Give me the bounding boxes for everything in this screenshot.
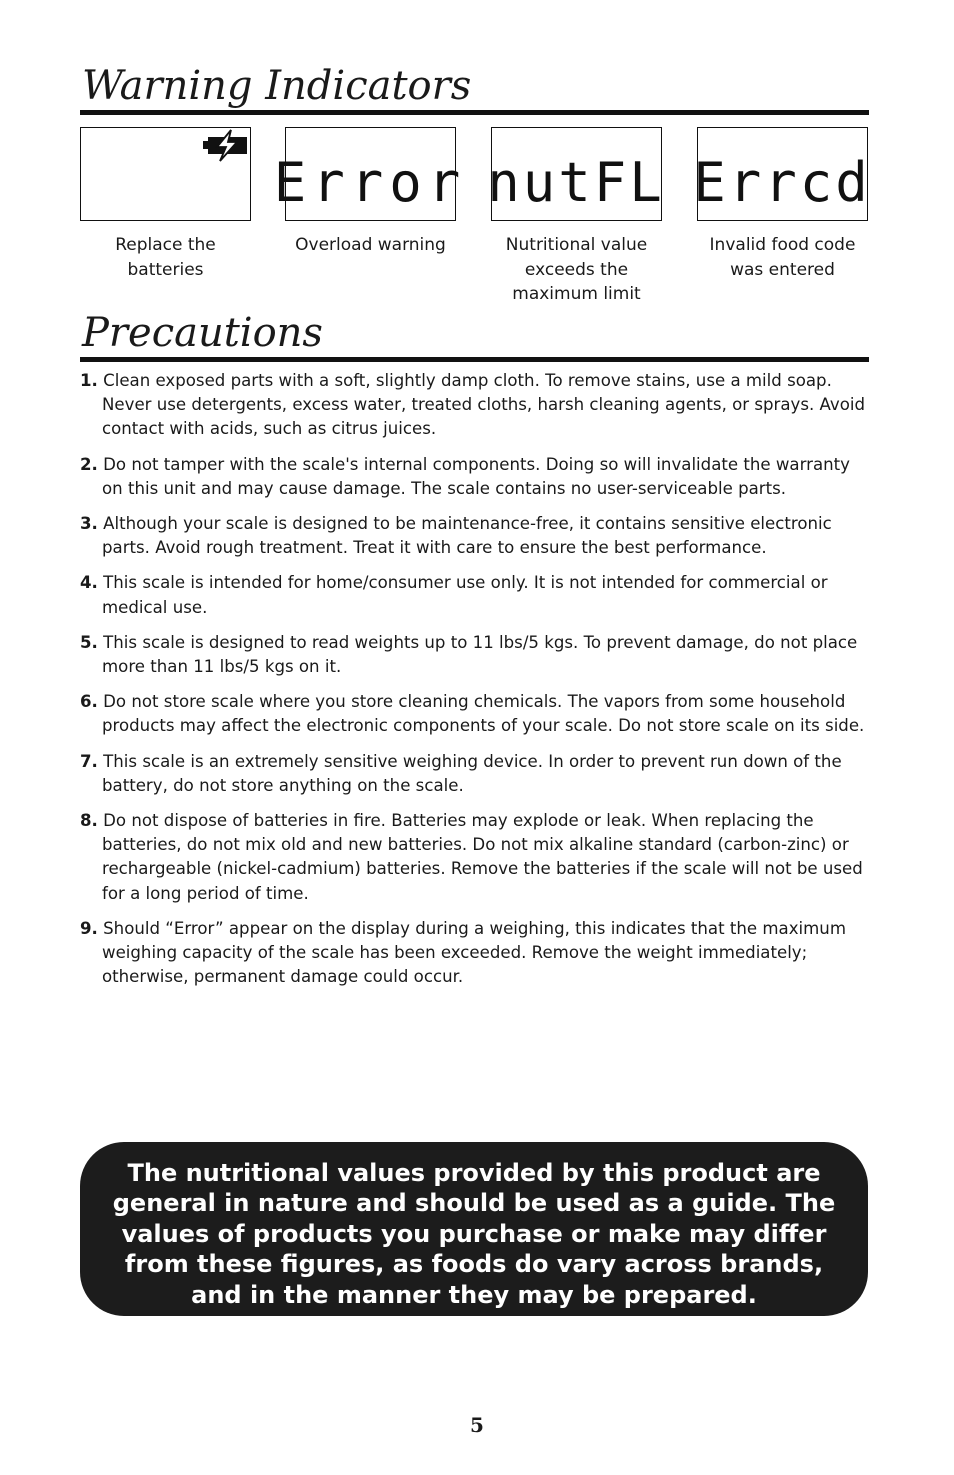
precaution-text: This scale is intended for home/consumer use only. It is not intended for commercial or medical use. [102, 573, 828, 617]
precaution-number: 5. [80, 632, 98, 652]
lcd-segment-text [273, 128, 467, 220]
precaution-number: 2. [80, 454, 98, 474]
precaution-item [80, 917, 872, 990]
indicator-caption: Nutritional value exceeds the maximum limit [505, 235, 648, 304]
nutrition-disclaimer-box [80, 1142, 868, 1316]
precautions-title: Precautions [82, 310, 323, 356]
lcd-display-error [273, 127, 467, 221]
lcd-segment-text [693, 128, 871, 220]
precaution-item [80, 750, 872, 798]
page-number: 5 [470, 1413, 484, 1437]
precaution-number: 4. [80, 573, 98, 593]
indicator-overload-warning [273, 127, 467, 258]
precaution-text: Should “Error” appear on the display during a weighing, this indicates that the maximum weighing capacity of the scale has been exceeded. Remove the weight immediately; otherwise, permanent damage could occur. [102, 918, 846, 987]
precaution-text: Although your scale is designed to be maintenance-free, it contains sensitive electronic parts. Avoid rough treatment. Treat it with care to ensure the best performance. [102, 514, 832, 558]
nutrition-disclaimer-text: The nutritional values provided by this product are general in nature and should be used as a guide. The values of products you purchase or make may differ from these figures, as foods do vary across brands, and in the manner they may be prepared. [112, 1158, 836, 1309]
low-battery-icon [81, 128, 250, 220]
svg-text:Errcd: Errcd [693, 151, 871, 214]
indicator-invalid-food-code [693, 127, 871, 282]
indicator-caption: Invalid food code was entered [709, 235, 856, 280]
precaution-item [80, 690, 872, 738]
precaution-number: 9. [80, 918, 98, 938]
indicator-caption: Replace the batteries [115, 235, 216, 280]
precaution-item [80, 512, 872, 560]
lcd-display-battery [80, 127, 251, 221]
precaution-text: Do not store scale where you store cleaning chemicals. The vapors from some household products may affect the electronic components of your scale. Do not store scale on its side. [102, 692, 865, 736]
precautions-list [80, 369, 872, 1000]
precaution-text: Clean exposed parts with a soft, slightly damp cloth. To remove stains, use a mild soap. Never use detergents, excess water, treated cloths, harsh cleaning agents, or sprays. Avoid contact with acids, such as citrus juices. [102, 371, 866, 439]
precaution-text: This scale is designed to read weights up to 11 lbs/5 kgs. To prevent damage, do not place more than 11 lbs/5 kgs on it. [102, 632, 858, 677]
svg-text:Error: Error [273, 151, 467, 214]
precaution-number: 1. [80, 371, 98, 390]
precaution-number: 7. [80, 751, 98, 771]
precaution-item [80, 631, 872, 679]
precaution-text: Do not tamper with the scale's internal components. Doing so will invalidate the warranty on this unit and may cause damage. The scale contains no user-serviceable parts. [102, 454, 850, 498]
indicator-nutrition-limit [487, 127, 665, 307]
precaution-text: This scale is an extremely sensitive weighing device. In order to prevent run down of the battery, do not store anything on the scale. [102, 751, 842, 795]
lcd-display-nutfl [487, 127, 665, 221]
lcd-segment-text [487, 128, 665, 220]
indicator-replace-batteries [80, 127, 251, 282]
warning-indicators-title: Warning Indicators [82, 63, 472, 109]
precaution-number: 3. [80, 514, 98, 534]
precaution-item [80, 571, 872, 619]
precaution-item [80, 453, 872, 501]
indicator-caption: Overload warning [295, 235, 446, 255]
lcd-display-errcd [693, 127, 871, 221]
precaution-number: 8. [80, 811, 98, 831]
warning-indicators-rule [80, 110, 869, 115]
precaution-number: 6. [80, 692, 98, 712]
precautions-rule [80, 357, 869, 362]
svg-text:nutFL: nutFL [487, 151, 665, 214]
precaution-text: Do not dispose of batteries in fire. Batteries may explode or leak. When replacing the batteries, do not mix old and new batteries. Do not mix alkaline standard (carbon-zinc) or rechargeable (nickel-cadmium) batteries. Remove the batteries if the scale will not be used for a long period of time. [102, 811, 863, 903]
precaution-item [80, 809, 872, 906]
precaution-item [80, 369, 872, 442]
